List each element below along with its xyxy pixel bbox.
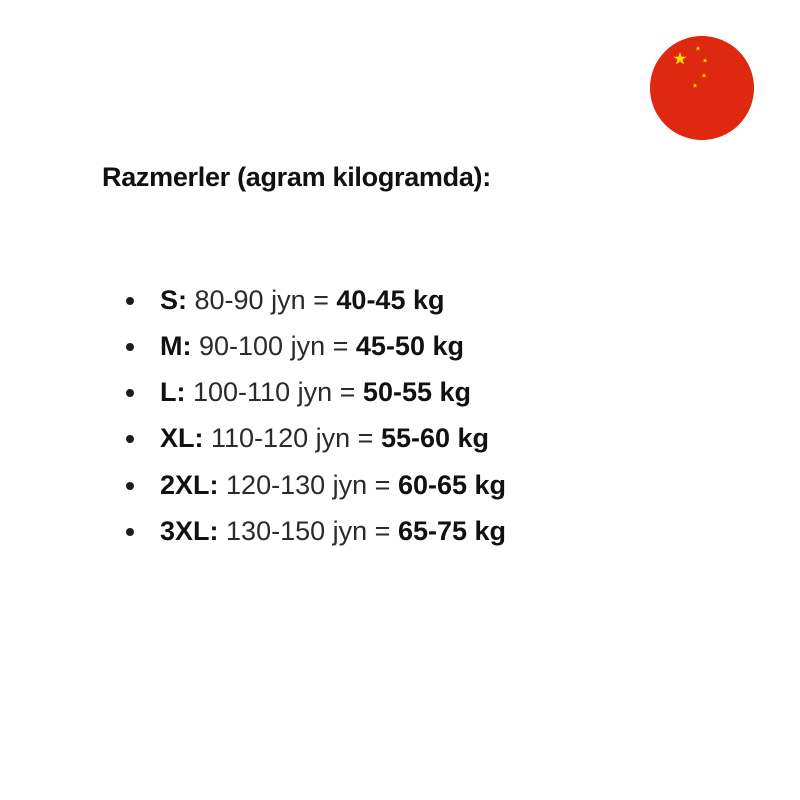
bullet-icon [126,297,134,305]
size-equals: = [357,423,374,454]
size-kg-value: 60-65 kg [397,469,507,500]
list-item [112,517,732,546]
size-kg-value: 65-75 kg [397,515,507,546]
size-label: M: [160,331,192,362]
list-item [112,424,732,453]
size-jin-value: 90-100 jyn [199,331,326,362]
size-equals: = [339,377,356,408]
size-kg-value: 40-45 kg [336,285,445,315]
size-label: XL: [160,423,204,454]
size-kg-value: 50-55 kg [362,377,471,408]
size-kg-value: 55-60 kg [380,423,490,454]
list-item [112,471,732,500]
bullet-icon [126,435,134,443]
size-equals: = [313,285,329,315]
size-jin-value: 120-130 jyn [226,469,368,500]
size-label: 3XL: [160,515,219,546]
china-flag-icon [650,36,754,140]
size-equals: = [332,331,349,362]
bullet-icon [126,528,134,536]
size-equals: = [374,515,391,546]
bullet-icon [126,343,134,351]
bullet-icon [126,482,134,490]
size-jin-value: 80-90 jyn [194,285,306,315]
size-equals: = [374,469,391,500]
bullet-icon [126,389,134,397]
size-kg-value: 45-50 kg [355,331,464,362]
size-label: S: [160,285,187,315]
size-jin-value: 110-120 jyn [211,423,351,454]
list-item [112,286,732,315]
list-item [112,332,732,361]
size-jin-value: 130-150 jyn [226,515,368,546]
page-title: Razmerler (agram kilogramda): [102,162,491,192]
size-label: L: [160,377,186,408]
size-list [112,286,732,563]
size-label: 2XL: [160,469,219,500]
list-item [112,378,732,407]
size-jin-value: 100-110 jyn [193,377,333,408]
